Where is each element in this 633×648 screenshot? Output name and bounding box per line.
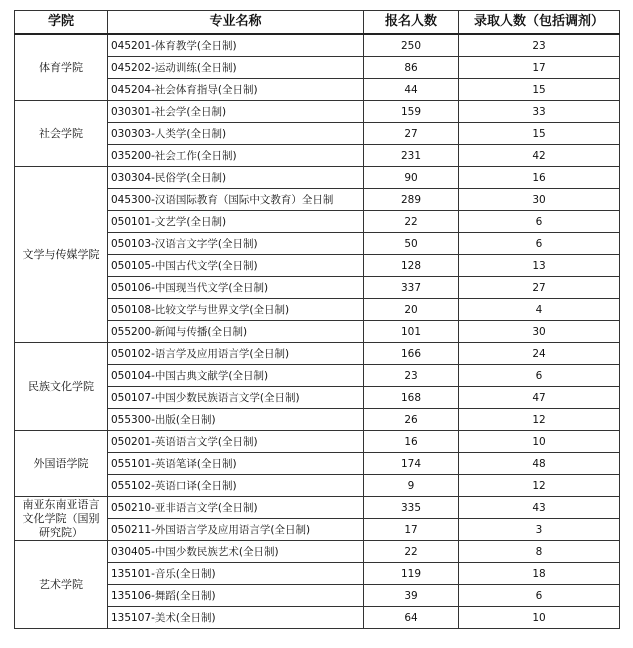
applicants-cell: 86 — [364, 57, 459, 79]
major-cell: 135106-舞蹈(全日制) — [108, 585, 364, 607]
applicants-cell: 101 — [364, 321, 459, 343]
admitted-cell: 13 — [459, 255, 620, 277]
admitted-cell: 43 — [459, 497, 620, 519]
major-cell: 050107-中国少数民族语言文学(全日制) — [108, 387, 364, 409]
table-row — [15, 101, 620, 123]
major-cell: 030304-民俗学(全日制) — [108, 167, 364, 189]
admitted-cell: 23 — [459, 34, 620, 57]
applicants-cell: 174 — [364, 453, 459, 475]
admitted-cell: 8 — [459, 541, 620, 563]
admitted-cell: 12 — [459, 409, 620, 431]
major-cell: 045201-体育教学(全日制) — [108, 34, 364, 57]
major-cell: 050201-英语语言文学(全日制) — [108, 431, 364, 453]
admissions-table — [14, 10, 620, 629]
header-major: 专业名称 — [108, 11, 364, 35]
major-cell: 045202-运动训练(全日制) — [108, 57, 364, 79]
major-cell: 050105-中国古代文学(全日制) — [108, 255, 364, 277]
table-row — [15, 541, 620, 563]
admitted-cell: 3 — [459, 519, 620, 541]
table-row — [15, 167, 620, 189]
admitted-cell: 48 — [459, 453, 620, 475]
major-cell: 050210-亚非语言文学(全日制) — [108, 497, 364, 519]
admitted-cell: 47 — [459, 387, 620, 409]
table-header — [15, 11, 620, 35]
applicants-cell: 44 — [364, 79, 459, 101]
table-body — [15, 34, 620, 629]
college-cell: 文学与传媒学院 — [15, 167, 108, 343]
major-cell: 035200-社会工作(全日制) — [108, 145, 364, 167]
major-cell: 050104-中国古典文献学(全日制) — [108, 365, 364, 387]
admitted-cell: 6 — [459, 211, 620, 233]
major-cell: 055101-英语笔译(全日制) — [108, 453, 364, 475]
admitted-cell: 6 — [459, 233, 620, 255]
applicants-cell: 166 — [364, 343, 459, 365]
applicants-cell: 119 — [364, 563, 459, 585]
admitted-cell: 42 — [459, 145, 620, 167]
college-cell: 南亚东南亚语言文化学院（国别研究院） — [15, 497, 108, 541]
major-cell: 050102-语言学及应用语言学(全日制) — [108, 343, 364, 365]
applicants-cell: 335 — [364, 497, 459, 519]
admitted-cell: 30 — [459, 321, 620, 343]
college-cell: 艺术学院 — [15, 541, 108, 629]
admitted-cell: 27 — [459, 277, 620, 299]
admitted-cell: 6 — [459, 585, 620, 607]
applicants-cell: 20 — [364, 299, 459, 321]
table-row — [15, 431, 620, 453]
applicants-cell: 168 — [364, 387, 459, 409]
major-cell: 030301-社会学(全日制) — [108, 101, 364, 123]
applicants-cell: 128 — [364, 255, 459, 277]
applicants-cell: 64 — [364, 607, 459, 629]
applicants-cell: 289 — [364, 189, 459, 211]
admissions-table-container — [14, 10, 620, 629]
applicants-cell: 23 — [364, 365, 459, 387]
admitted-cell: 30 — [459, 189, 620, 211]
major-cell: 030405-中国少数民族艺术(全日制) — [108, 541, 364, 563]
college-cell: 体育学院 — [15, 34, 108, 101]
header-admitted: 录取人数（包括调剂） — [459, 11, 620, 35]
major-cell: 055300-出版(全日制) — [108, 409, 364, 431]
admitted-cell: 4 — [459, 299, 620, 321]
admitted-cell: 15 — [459, 123, 620, 145]
major-cell: 050106-中国现当代文学(全日制) — [108, 277, 364, 299]
admitted-cell: 33 — [459, 101, 620, 123]
table-row — [15, 343, 620, 365]
applicants-cell: 231 — [364, 145, 459, 167]
major-cell: 050108-比较文学与世界文学(全日制) — [108, 299, 364, 321]
applicants-cell: 16 — [364, 431, 459, 453]
applicants-cell: 22 — [364, 541, 459, 563]
applicants-cell: 50 — [364, 233, 459, 255]
admitted-cell: 12 — [459, 475, 620, 497]
major-cell: 045300-汉语国际教育（国际中文教育）全日制 — [108, 189, 364, 211]
major-cell: 045204-社会体育指导(全日制) — [108, 79, 364, 101]
admitted-cell: 10 — [459, 431, 620, 453]
admitted-cell: 17 — [459, 57, 620, 79]
table-row — [15, 497, 620, 519]
applicants-cell: 27 — [364, 123, 459, 145]
college-cell: 民族文化学院 — [15, 343, 108, 431]
major-cell: 135107-美术(全日制) — [108, 607, 364, 629]
header-college: 学院 — [15, 11, 108, 35]
major-cell: 050103-汉语言文字学(全日制) — [108, 233, 364, 255]
major-cell: 050211-外国语言学及应用语言学(全日制) — [108, 519, 364, 541]
applicants-cell: 22 — [364, 211, 459, 233]
applicants-cell: 159 — [364, 101, 459, 123]
admitted-cell: 10 — [459, 607, 620, 629]
major-cell: 055102-英语口译(全日制) — [108, 475, 364, 497]
applicants-cell: 26 — [364, 409, 459, 431]
applicants-cell: 39 — [364, 585, 459, 607]
applicants-cell: 17 — [364, 519, 459, 541]
applicants-cell: 90 — [364, 167, 459, 189]
college-cell: 社会学院 — [15, 101, 108, 167]
applicants-cell: 9 — [364, 475, 459, 497]
admitted-cell: 6 — [459, 365, 620, 387]
major-cell: 050101-文艺学(全日制) — [108, 211, 364, 233]
college-cell: 外国语学院 — [15, 431, 108, 497]
admitted-cell: 15 — [459, 79, 620, 101]
admitted-cell: 16 — [459, 167, 620, 189]
table-row — [15, 34, 620, 57]
admitted-cell: 18 — [459, 563, 620, 585]
applicants-cell: 250 — [364, 34, 459, 57]
major-cell: 055200-新闻与传播(全日制) — [108, 321, 364, 343]
major-cell: 030303-人类学(全日制) — [108, 123, 364, 145]
major-cell: 135101-音乐(全日制) — [108, 563, 364, 585]
admitted-cell: 24 — [459, 343, 620, 365]
applicants-cell: 337 — [364, 277, 459, 299]
header-applicants: 报名人数 — [364, 11, 459, 35]
